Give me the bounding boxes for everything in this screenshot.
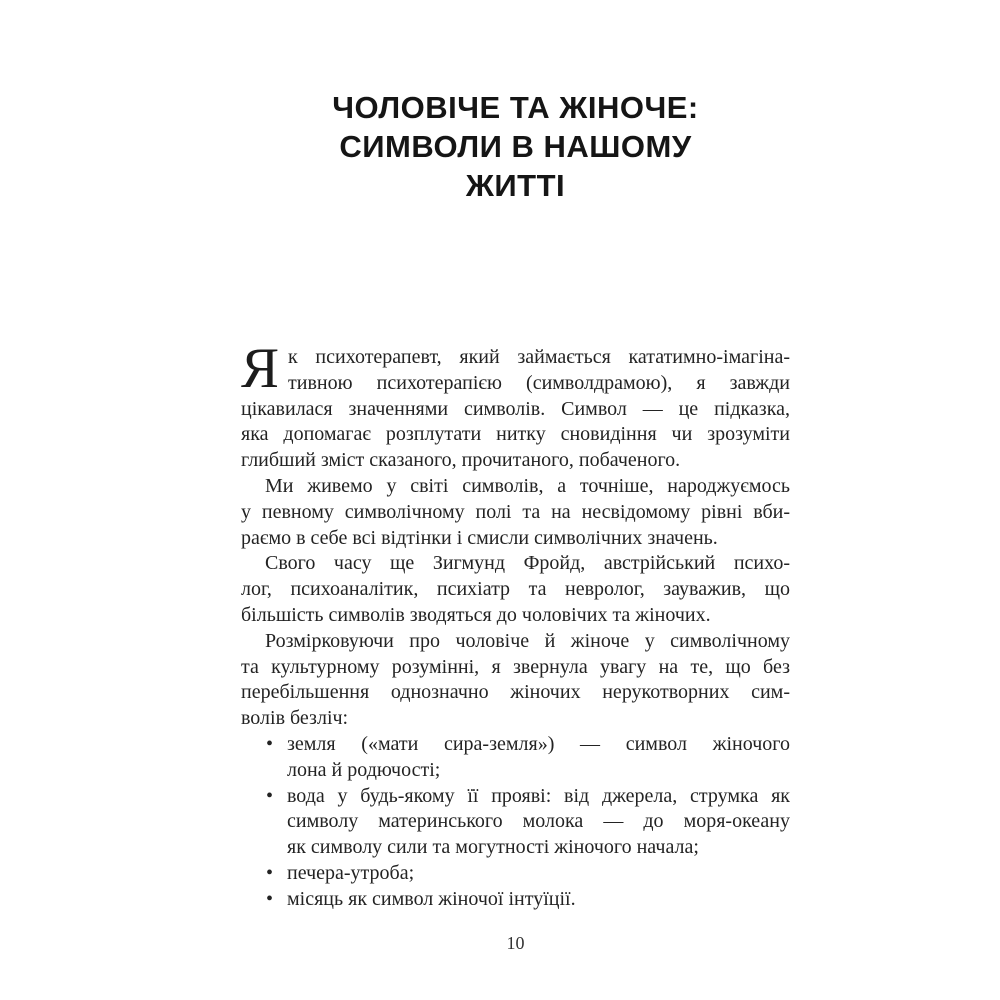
bullet-marker: • [266, 887, 274, 910]
body-line: к психотерапевт, який займається кататимно-імагіна- [288, 346, 790, 368]
body-line: земля («мати сира-земля») — символ жіночого [287, 732, 790, 755]
list-item [241, 887, 790, 913]
body-text [241, 337, 790, 913]
body-line: та культурному розумінні, я звернула увагу на те, що без [241, 655, 790, 678]
list-item [241, 732, 790, 784]
body-line: тивною психотерапією (символдрамою), я завжди [288, 371, 790, 394]
paragraph [241, 629, 790, 732]
list-item [241, 861, 790, 887]
chapter-title-line: ЧОЛОВІЧЕ ТА ЖІНОЧЕ: [332, 90, 699, 125]
body-line: перебільшення однозначно жіночих нерукотворних сим- [241, 681, 790, 704]
bullet-marker: • [266, 732, 274, 755]
body-line: місяць як символ жіночої інтуїції. [287, 887, 576, 910]
chapter-title-line: ЖИТТІ [465, 168, 566, 203]
list-item [241, 784, 790, 861]
body-line: глибший зміст сказаного, прочитаного, побаченого. [241, 449, 681, 472]
body-line: цікавилася значеннями символів. Символ — це підказка, [241, 397, 790, 420]
drop-cap: Я [241, 337, 280, 400]
body-line: яка допомагає розплутати нитку сновидіння чи зрозуміти [241, 423, 790, 446]
body-line: лог, психоаналітик, психіатр та невролог, зауважив, що [241, 578, 790, 601]
body-line: Свого часу ще Зигмунд Фройд, австрійський психо- [265, 552, 790, 575]
body-line: символу материнського молока — до моря-океану [287, 810, 790, 833]
body-line: печера-утроба; [287, 861, 415, 884]
page-number: 10 [506, 933, 525, 953]
chapter-title [241, 88, 790, 205]
body-line: у певному символічному полі та на несвідомому рівні вби- [241, 500, 790, 523]
body-line: вода у будь-якому її прояві: від джерела, струмка як [287, 784, 790, 807]
bullet-marker: • [266, 784, 274, 807]
paragraph [241, 551, 790, 628]
body-line: Ми живемо у світі символів, а точніше, народжуємось [265, 474, 790, 497]
paragraph [241, 337, 790, 474]
bullet-marker: • [266, 861, 274, 884]
body-line: як символу сили та могутності жіночого начала; [287, 836, 699, 859]
body-line: більшість символів зводяться до чоловічих та жіночих. [241, 603, 711, 626]
bullet-list [241, 732, 790, 913]
body-line: Розмірковуючи про чоловіче й жіноче у символічному [265, 629, 790, 652]
body-line: раємо в себе всі відтінки і смисли символічних значень. [241, 526, 718, 549]
body-line: лона й родючості; [287, 758, 441, 781]
paragraph [241, 474, 790, 551]
chapter-title-line: СИМВОЛИ В НАШОМУ [339, 129, 692, 164]
body-line: волів безліч: [241, 707, 349, 730]
